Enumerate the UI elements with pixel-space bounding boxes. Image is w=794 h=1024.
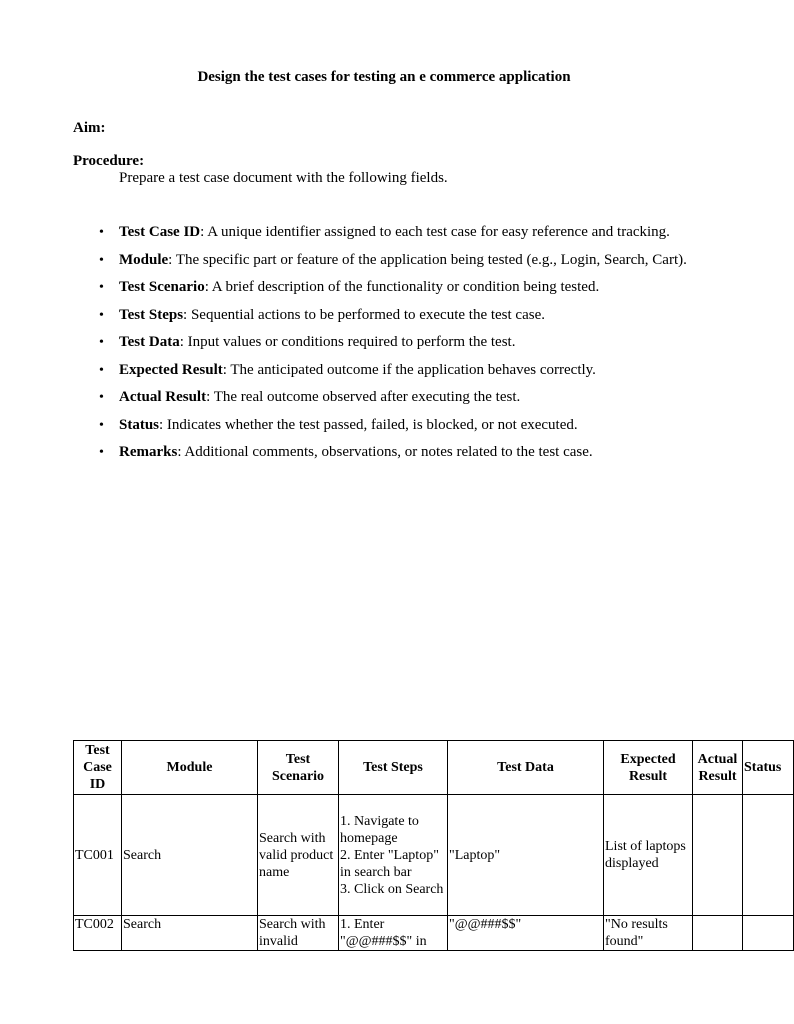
- bullet-icon: •: [99, 362, 104, 378]
- field-description: : A unique identifier assigned to each test case for easy reference and tracking.: [200, 224, 670, 240]
- list-item: [99, 251, 709, 269]
- field-name: Expected Result: [119, 361, 223, 378]
- cell-module: Search: [122, 795, 258, 916]
- bullet-icon: •: [99, 225, 104, 240]
- test-case-table: [73, 740, 794, 951]
- list-item: [99, 444, 709, 461]
- list-item: [99, 416, 709, 434]
- field-description: : Indicates whether the test passed, failed, is blocked, or not executed.: [159, 416, 578, 433]
- field-description: : Sequential actions to be performed to execute the test case.: [183, 306, 545, 323]
- field-name: Status: [119, 416, 160, 433]
- header-status: Status: [743, 741, 794, 795]
- table-row: [74, 916, 794, 951]
- header-test-steps: Test Steps: [339, 741, 448, 795]
- bullet-icon: •: [99, 445, 104, 460]
- list-item: [99, 279, 709, 296]
- field-name: Actual Result: [119, 389, 207, 405]
- field-description: : Additional comments, observations, or notes related to the test case.: [177, 444, 593, 460]
- cell-id: [74, 916, 122, 951]
- cell-id-text: TC002: [75, 917, 114, 932]
- bullet-icon: •: [99, 252, 104, 268]
- bullet-icon: •: [99, 280, 104, 295]
- cell-module: [122, 916, 258, 951]
- list-item: [99, 389, 709, 406]
- cell-expected: List of laptops displayed: [604, 795, 693, 916]
- step-line: 2. Enter "Laptop" in search bar: [340, 847, 439, 880]
- bullet-icon: •: [99, 417, 104, 433]
- list-item: [99, 361, 709, 379]
- field-description: : Input values or conditions required to perform the test.: [179, 334, 516, 350]
- step-line: 1. Enter "@@###$$" in: [340, 917, 427, 949]
- cell-actual: [693, 795, 743, 916]
- step-line: 3. Click on Search: [340, 881, 444, 897]
- field-name: Test Scenario: [119, 279, 205, 295]
- document-title: Design the test cases for testing an e commerce application: [197, 69, 571, 85]
- cell-status-text: [744, 916, 792, 950]
- cell-scenario: Search with valid product name: [258, 795, 339, 916]
- cell-steps: [339, 795, 448, 916]
- header-expected-result: Expected Result: [604, 741, 693, 795]
- list-item: [99, 224, 709, 241]
- cell-steps: [339, 916, 448, 951]
- cell-scenario-text: Search with invalid: [259, 917, 326, 949]
- table-row: [74, 795, 794, 916]
- field-name: Remarks: [119, 444, 178, 460]
- field-description: : A brief description of the functionality or condition being tested.: [204, 279, 600, 295]
- cell-actual-text: [694, 916, 741, 950]
- bullet-icon: •: [99, 335, 104, 350]
- aim-label: Aim:: [73, 120, 106, 136]
- field-description: : The specific part or feature of the application being tested (e.g., Login, Search, Cart).: [168, 251, 687, 268]
- table-header-row: [74, 741, 794, 795]
- cell-expected: [604, 916, 693, 951]
- step-line: 1. Navigate to homepage: [340, 813, 419, 846]
- field-list: [99, 224, 709, 472]
- list-item: [99, 334, 709, 351]
- header-actual-result: Actual Result: [693, 741, 743, 795]
- header-test-case-id: Test Case ID: [74, 741, 122, 795]
- cell-id: TC001: [74, 795, 122, 916]
- procedure-intro: Prepare a test case document with the following fields.: [119, 170, 448, 186]
- field-name: Test Case ID: [119, 224, 201, 240]
- cell-expected-text: "No results found": [605, 917, 668, 949]
- header-test-data: Test Data: [448, 741, 604, 795]
- field-name: Test Steps: [119, 306, 184, 323]
- header-module: Module: [122, 741, 258, 795]
- bullet-icon: •: [99, 390, 104, 405]
- cell-status: [743, 795, 794, 916]
- cell-data-text: "@@###$$": [449, 917, 522, 932]
- procedure-label: Procedure:: [73, 153, 145, 169]
- bullet-icon: •: [99, 307, 104, 323]
- cell-status: [743, 916, 794, 951]
- cell-module-text: Search: [123, 917, 162, 932]
- field-name: Test Data: [119, 334, 180, 350]
- cell-scenario: [258, 916, 339, 951]
- cell-data: "Laptop": [448, 795, 604, 916]
- header-test-scenario: Test Scenario: [258, 741, 339, 795]
- field-name: Module: [119, 251, 169, 268]
- field-description: : The anticipated outcome if the application behaves correctly.: [222, 361, 596, 378]
- field-description: : The real outcome observed after executing the test.: [206, 389, 521, 405]
- cell-actual: [693, 916, 743, 951]
- cell-data: [448, 916, 604, 951]
- list-item: [99, 306, 709, 324]
